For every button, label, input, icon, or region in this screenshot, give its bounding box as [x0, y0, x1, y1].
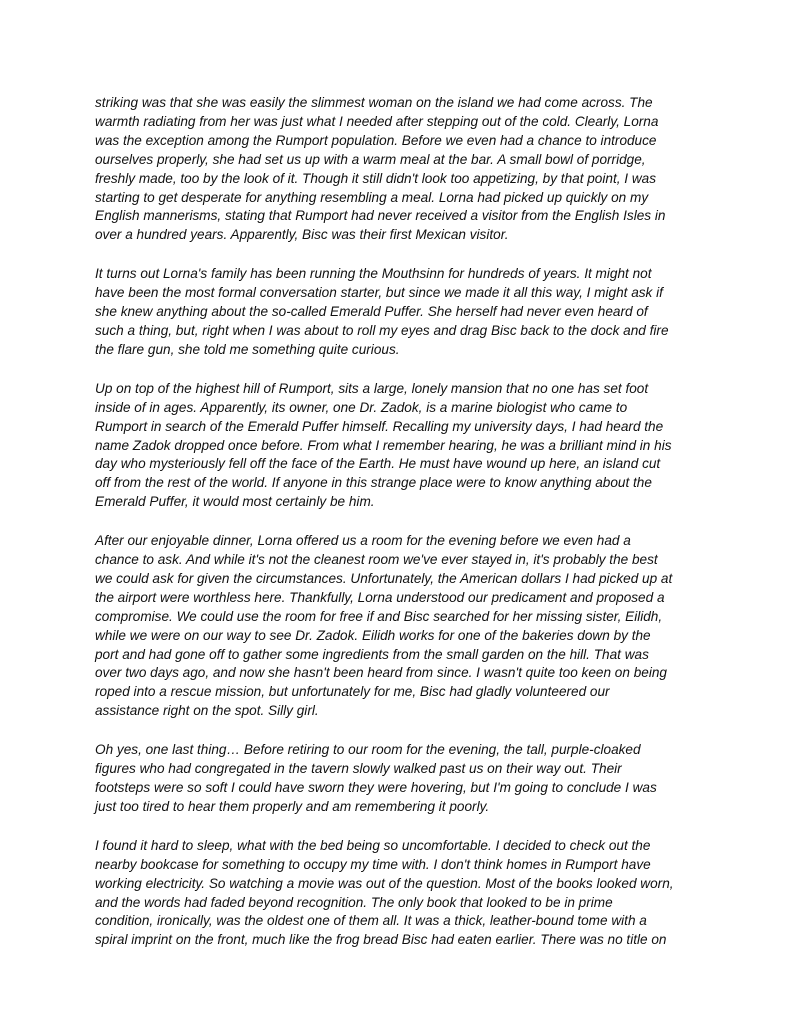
paragraph-bookcase: I found it hard to sleep, what with the bed being so uncomfortable. I decided to check out the nearby bookcase for something to occupy my time with. I don't think homes in Rumport have working electricity. So watching a movie was out of the question. Most of the books looked worn, and the words had faded beyond recognition. The only book that looked to be in prime condition, ironically, was the oldest one of them all. It was a thick, leather-bound tome with a spiral imprint on the front, much like the frog bread Bisc had eaten earlier. There was no title on: [95, 837, 674, 948]
document-page: [95, 94, 715, 970]
paragraph-mouthsinn: It turns out Lorna's family has been running the Mouthsinn for hundreds of years. It might not have been the most formal conversation starter, but since we made it all this way, I might ask if she knew anything about the so-called Emerald Puffer. She herself had never even heard of such a thing, but, right when I was about to roll my eyes and drag Bisc back to the dock and fire the flare gun, she told me something quite curious.: [95, 266, 669, 357]
paragraph-cloaked-figures: Oh yes, one last thing… Before retiring to our room for the evening, the tall, purple-cloaked figures who had congregated in the tavern slowly walked past us on their way out. Their footsteps were so soft I could have sworn they were hovering, but I'm going to conclude I was just too tired to hear them properly and am remembering it poorly.: [95, 742, 657, 814]
paragraph-lorna-welcome: striking was that she was easily the slimmest woman on the island we had come across. The warmth radiating from her was just what I needed after stepping out of the cold. Clearly, Lorna was the exception among the Rumport population. Before we even had a chance to introduce ourselves properly, she had set us up with a warm meal at the bar. A small bowl of porridge, freshly made, too by the look of it. Though it still didn't look too appetizing, by that point, I was starting to get desperate for anything resembling a meal. Lorna had picked up quickly on my English mannerisms, stating that Rumport had never received a visitor from the English Isles in over a hundred years. Apparently, Bisc was their first Mexican visitor.: [95, 95, 666, 243]
paragraph-mansion-zadok: Up on top of the highest hill of Rumport, sits a large, lonely mansion that no one has set foot inside of in ages. Apparently, its owner, one Dr. Zadok, is a marine biologist who came to Rumport in search of the Emerald Puffer himself. Recalling my university days, I had heard the name Zadok dropped once before. From what I remember hearing, he was a brilliant mind in his day who mysteriously fell off the face of the Earth. He must have wound up here, an island cut off from the rest of the world. If anyone in this strange place were to know anything about the Emerald Puffer, it would most certainly be him.: [95, 380, 672, 510]
paragraph-room-eilidh: After our enjoyable dinner, Lorna offered us a room for the evening before we even had a chance to ask. And while it's not the cleanest room we've ever stayed in, it's probably the best we could ask for given the circumstances. Unfortunately, the American dollars I had picked up at the airport were worthless here. Thankfully, Lorna understood our predicament and proposed a compromise. We could use the room for free if and Bisc searched for her missing sister, Eilidh, while we were on our way to see Dr. Zadok. Eilidh works for one of the bakeries down by the port and had gone off to gather some ingredients from the small garden on the hill. That was over two days ago, and now she hasn't been heard from since. I wasn't quite too keen on being roped into a rescue mission, but unfortunately for me, Bisc had gladly volunteered our assistance right on the spot. Silly girl.: [95, 533, 673, 719]
